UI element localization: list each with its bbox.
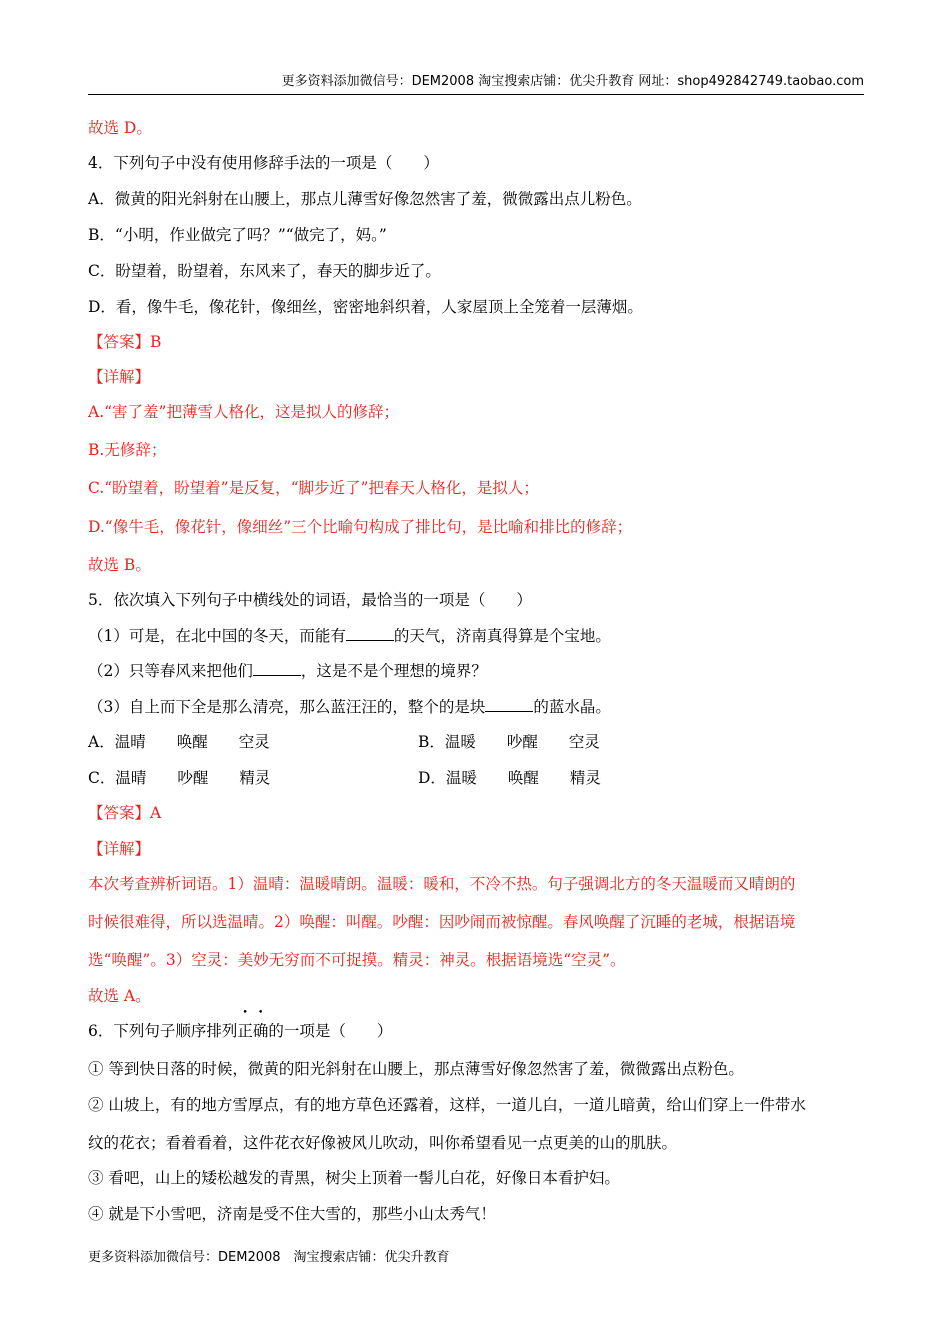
q6-emphasis-2: 确: [252, 1022, 269, 1040]
q6-emphasis-1: 正: [237, 1022, 253, 1040]
q6-item-3: ③ 看吧，山上的矮松越发的青黑，树尖上顶着一髻儿白花，好像日本看护妇。: [88, 1169, 620, 1187]
q5-detail-line-2: 时候很难得，所以选温晴。2）唤醒：叫醒。吵醒：因吵闹而被惊醒。春风唤醒了沉睡的老城，根据语境: [88, 913, 796, 931]
q5-s3-before: （3）自上而下全是那么清亮，那么蓝汪汪的，整个的是块: [88, 698, 486, 716]
q4-detail-b: B.无修辞；: [88, 441, 167, 459]
q5-s2-before: （2）只等春风来把他们: [88, 662, 253, 680]
q5-s1-before: （1）可是，在北中国的冬天，而能有: [88, 627, 346, 645]
q4-detail-label: 【详解】: [88, 368, 151, 386]
q4-answer: 【答案】B: [88, 333, 162, 351]
q4-conclusion: 故选 B。: [88, 556, 151, 574]
q5-option-a: A．温晴 唤醒 空灵: [88, 733, 270, 751]
q5-sentence-3: [88, 697, 611, 717]
page-header: 更多资料添加微信号：DEM2008 淘宝搜索店铺：优尖升教育 网址：shop492842749.taobao.com: [88, 70, 864, 95]
q5-detail-line-3: 选“唤醒”。3）空灵：美妙无穷而不可捉摸。精灵：神灵。根据语境选“空灵”。: [88, 951, 626, 969]
q5-detail-label: 【详解】: [88, 840, 151, 858]
q4-option-a: A．微黄的阳光斜射在山腰上，那点儿薄雪好像忽然害了羞，微微露出点儿粉色。: [88, 190, 642, 208]
q4-option-d: D．看，像牛毛，像花针，像细丝，密密地斜织着，人家屋顶上全笼着一层薄烟。: [88, 298, 643, 316]
q5-option-c: C．温晴 吵醒 精灵: [88, 769, 271, 787]
q5-s1-after: 的天气，济南真得算是个宝地。: [393, 627, 611, 645]
q6-item-4: ④ 就是下小雪吧，济南是受不住大雪的，那些小山太秀气！: [88, 1205, 496, 1223]
q5-s2-after: ，这是不是个理想的境界？: [300, 662, 487, 680]
q4-option-c: C．盼望着，盼望着，东风来了，春天的脚步近了。: [88, 262, 441, 280]
q6-item-1: ① 等到快日落的时候，微黄的阳光斜射在山腰上，那点薄雪好像忽然害了羞，微微露出点粉色。: [88, 1060, 744, 1078]
q5-s3-after: 的蓝水晶。: [533, 698, 611, 716]
q5-sentence-2: [88, 661, 487, 681]
q5-blank-2: [253, 661, 301, 676]
q5-blank-3: [485, 697, 533, 712]
q5-option-d: D．温暖 唤醒 精灵: [418, 769, 601, 787]
q6-stem-end: 的一项是（ ）: [268, 1022, 393, 1040]
prev-conclusion: 故选 D。: [88, 119, 152, 137]
q5-answer: 【答案】A: [88, 804, 162, 822]
q5-stem: 5．依次填入下列句子中横线处的词语，最恰当的一项是（ ）: [88, 591, 532, 609]
q5-option-b: B．温暖 吵醒 空灵: [418, 733, 600, 751]
q5-detail-line-1: 本次考查辨析词语。1）温晴：温暖晴朗。温暖：暖和，不冷不热。句子强调北方的冬天温暖而又晴朗的: [88, 875, 796, 893]
q4-detail-d: D.“像牛毛，像花针，像细丝”三个比喻句构成了排比句，是比喻和排比的修辞；: [88, 518, 633, 536]
q4-option-b: B．“小明，作业做完了吗？”“做完了，妈。”: [88, 226, 387, 244]
q5-sentence-1: [88, 626, 611, 646]
q6-item-2: ② 山坡上，有的地方雪厚点，有的地方草色还露着，这样，一道儿白，一道儿暗黄，给山们穿上一件带水: [88, 1096, 806, 1114]
q5-conclusion: 故选 A。: [88, 987, 151, 1005]
q4-stem: 4．下列句子中没有使用修辞手法的一项是（ ）: [88, 154, 439, 172]
q6-stem: [88, 1021, 392, 1041]
q4-detail-c: C.“盼望着，盼望着”是反复，“脚步近了”把春天人格化，是拟人；: [88, 479, 539, 497]
q5-blank-1: [346, 626, 394, 641]
q6-item-2-cont: 纹的花衣；看着看着，这件花衣好像被风儿吹动，叫你希望看见一点更美的山的肌肤。: [88, 1134, 678, 1152]
q4-detail-a: A.“害了羞”把薄雪人格化，这是拟人的修辞；: [88, 403, 399, 421]
q6-stem-start: 6．下列句子顺序排列: [88, 1022, 238, 1040]
page-footer: 更多资料添加微信号：DEM2008 淘宝搜索店铺：优尖升教育: [88, 1250, 450, 1265]
